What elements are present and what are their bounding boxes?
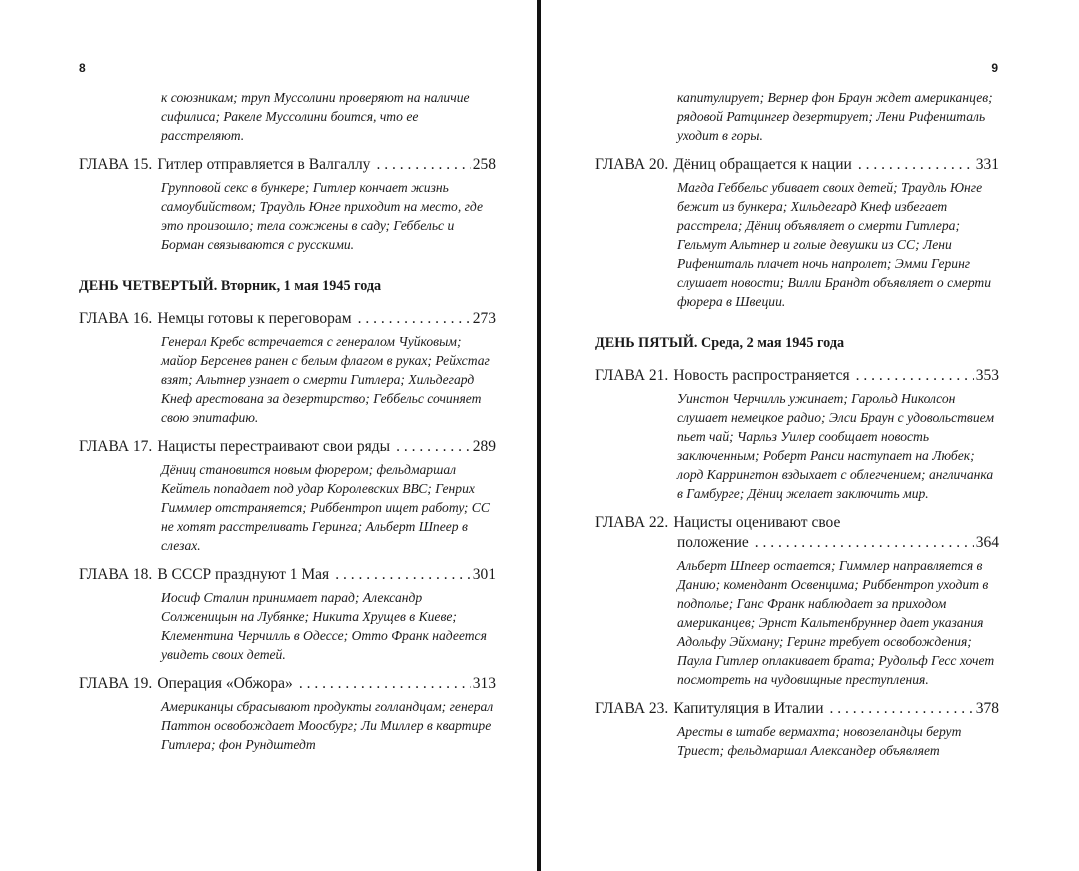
dot-leader [299, 674, 471, 694]
toc-entry-chapter-17 [79, 437, 496, 555]
page-number: 9 [991, 61, 998, 75]
toc-entry-chapter-16 [79, 309, 496, 427]
chapter-summary: Генерал Кребс встречается с генералом Чуйковым; майор Берсенев ранен с белым флагом в руках; Рейхстаг взят; Альтнер узнает о смерти Гитлера; Хильдегард Кнеф арестована за дезертирство; Геббельс сочиняет свою эпитафию. [161, 334, 490, 425]
chapter-page: 301 [472, 566, 496, 583]
chapter-title: Гитлер отправляется в Валгаллу [157, 156, 371, 173]
toc-entry-chapter-15 [79, 155, 496, 254]
dot-leader [856, 366, 974, 386]
dot-leader [396, 437, 471, 457]
toc-content [79, 88, 496, 764]
toc-entry-chapter-20 [595, 155, 999, 311]
dot-leader [830, 699, 974, 719]
chapter-summary: Американцы сбрасывают продукты голландцам; генерал Паттон освобождает Моосбург; Ли Миллер в квартире Гитлера; фон Рундштедт [161, 699, 494, 752]
chapter-title: Дёниц обращается к нации [673, 156, 852, 173]
chapter-summary: Магда Геббельс убивает своих детей; Траудль Юнге бежит из бункера; Хильдегард Кнеф избегает расстрела; Дёниц объявляет о смерти Гитлера; Гельмут Альтнер и голые девушки из СС; Лени Рифеншталь плачет ночь напролет; Эмми Геринг слушает новости; Вилли Брандт объявляет о смерти фюрера в Швеции. [677, 180, 992, 309]
chapter-title: Немцы готовы к переговорам [157, 310, 352, 327]
chapter-page: 289 [472, 438, 496, 455]
chapter-title: В СССР празднуют 1 Мая [157, 566, 330, 583]
chapter-summary: Групповой секс в бункере; Гитлер кончает жизнь самоубийством; Траудль Юнге приходит на место, где это произошло; тела сожжены в саду; Геббельс и Борман связываются с русскими. [161, 180, 484, 252]
dot-leader [858, 155, 974, 175]
chapter-label: ГЛАВА 16. [79, 310, 153, 327]
chapter-label: ГЛАВА 17. [79, 438, 153, 455]
chapter-page: 273 [472, 310, 496, 327]
chapter-summary: Дёниц становится новым фюрером; фельдмаршал Кейтель попадает под удар Королевских ВВС; Генрих Гиммлер отстраняется; Риббентроп ищет работу; СС не хотят расстреливать Геринга; Альберт Шпеер в слезах. [161, 462, 490, 553]
chapter-title: Новость распространяется [673, 367, 850, 384]
dot-leader [376, 155, 470, 175]
day-heading: ДЕНЬ ПЯТЫЙ. Среда, 2 мая 1945 года [595, 335, 845, 351]
chapter-summary: Альберт Шпеер остается; Гиммлер направляется в Данию; комендант Освенцима; Риббентроп уходит в подполье; Ганс Франк наблюдает за приходом американцев; Эрнст Кальтенбруннер дает указания Адольфу Эйхману; Геринг требует освобождения; Паула Гитлер оплакивает брата; Рудольф Гесс хочет посмотреть на чудовищные преступления. [677, 558, 995, 687]
chapter-title: Нацисты оценивают свое [673, 514, 841, 531]
chapter-summary: Аресты в штабе вермахта; новозеландцы берут Триест; фельдмаршал Александер объявляет [677, 724, 962, 758]
day-heading: ДЕНЬ ЧЕТВЕРТЫЙ. Вторник, 1 мая 1945 года [79, 278, 382, 294]
chapter-page: 353 [975, 367, 999, 384]
chapter-label: ГЛАВА 21. [595, 367, 669, 384]
chapter-title-continued: положение [677, 534, 749, 551]
chapter-page: 364 [975, 534, 999, 551]
toc-entry-chapter-21 [595, 366, 999, 503]
chapter-title: Нацисты перестраивают свои ряды [157, 438, 391, 455]
chapter-label: ГЛАВА 15. [79, 156, 153, 173]
chapter-summary: Уинстон Черчилль ужинает; Гарольд Николсон слушает немецкое радио; Элси Браун с удовольствием пьет чай; Чарльз Уилер сообщает новость заключенным; Роберт Ранси наступает на Любек; лорд Каррингтон вздыхает с облегчением; англичанка в Гамбурге; Дёниц желает заключить мир. [677, 391, 994, 501]
dot-leader [755, 533, 974, 553]
toc-entry-chapter-18 [79, 565, 496, 664]
chapter-page: 313 [472, 675, 496, 692]
continued-summary: капитулирует; Вернер фон Браун ждет американцев; рядовой Ратцингер дезертирует; Лени Рифеншталь уходит в горы. [677, 90, 993, 143]
toc-entry-chapter-19 [79, 674, 496, 754]
toc-entry-chapter-23 [595, 699, 999, 760]
toc-content [595, 88, 999, 770]
chapter-title: Операция «Обжора» [157, 675, 293, 692]
toc-entry-chapter-22 [595, 513, 999, 689]
chapter-page: 331 [975, 156, 999, 173]
chapter-label: ГЛАВА 18. [79, 566, 153, 583]
dot-leader [358, 309, 471, 329]
chapter-label: ГЛАВА 19. [79, 675, 153, 692]
page-number: 8 [79, 61, 86, 75]
chapter-page: 378 [975, 700, 999, 717]
chapter-page: 258 [472, 156, 496, 173]
right-page [541, 0, 1079, 871]
chapter-label: ГЛАВА 23. [595, 700, 669, 717]
continued-summary: к союзникам; труп Муссолини проверяют на наличие сифилиса; Ракеле Муссолини боится, что ее расстреляют. [161, 90, 470, 143]
chapter-summary: Иосиф Сталин принимает парад; Александр Солженицын на Лубянке; Никита Хрущев в Киеве; Клементина Черчилль в Одессе; Отто Франк надеется увидеть своих детей. [161, 590, 487, 662]
chapter-label: ГЛАВА 22. [595, 514, 669, 531]
chapter-title: Капитуляция в Италии [673, 700, 824, 717]
left-page [0, 0, 537, 871]
dot-leader [335, 565, 471, 585]
chapter-label: ГЛАВА 20. [595, 156, 669, 173]
